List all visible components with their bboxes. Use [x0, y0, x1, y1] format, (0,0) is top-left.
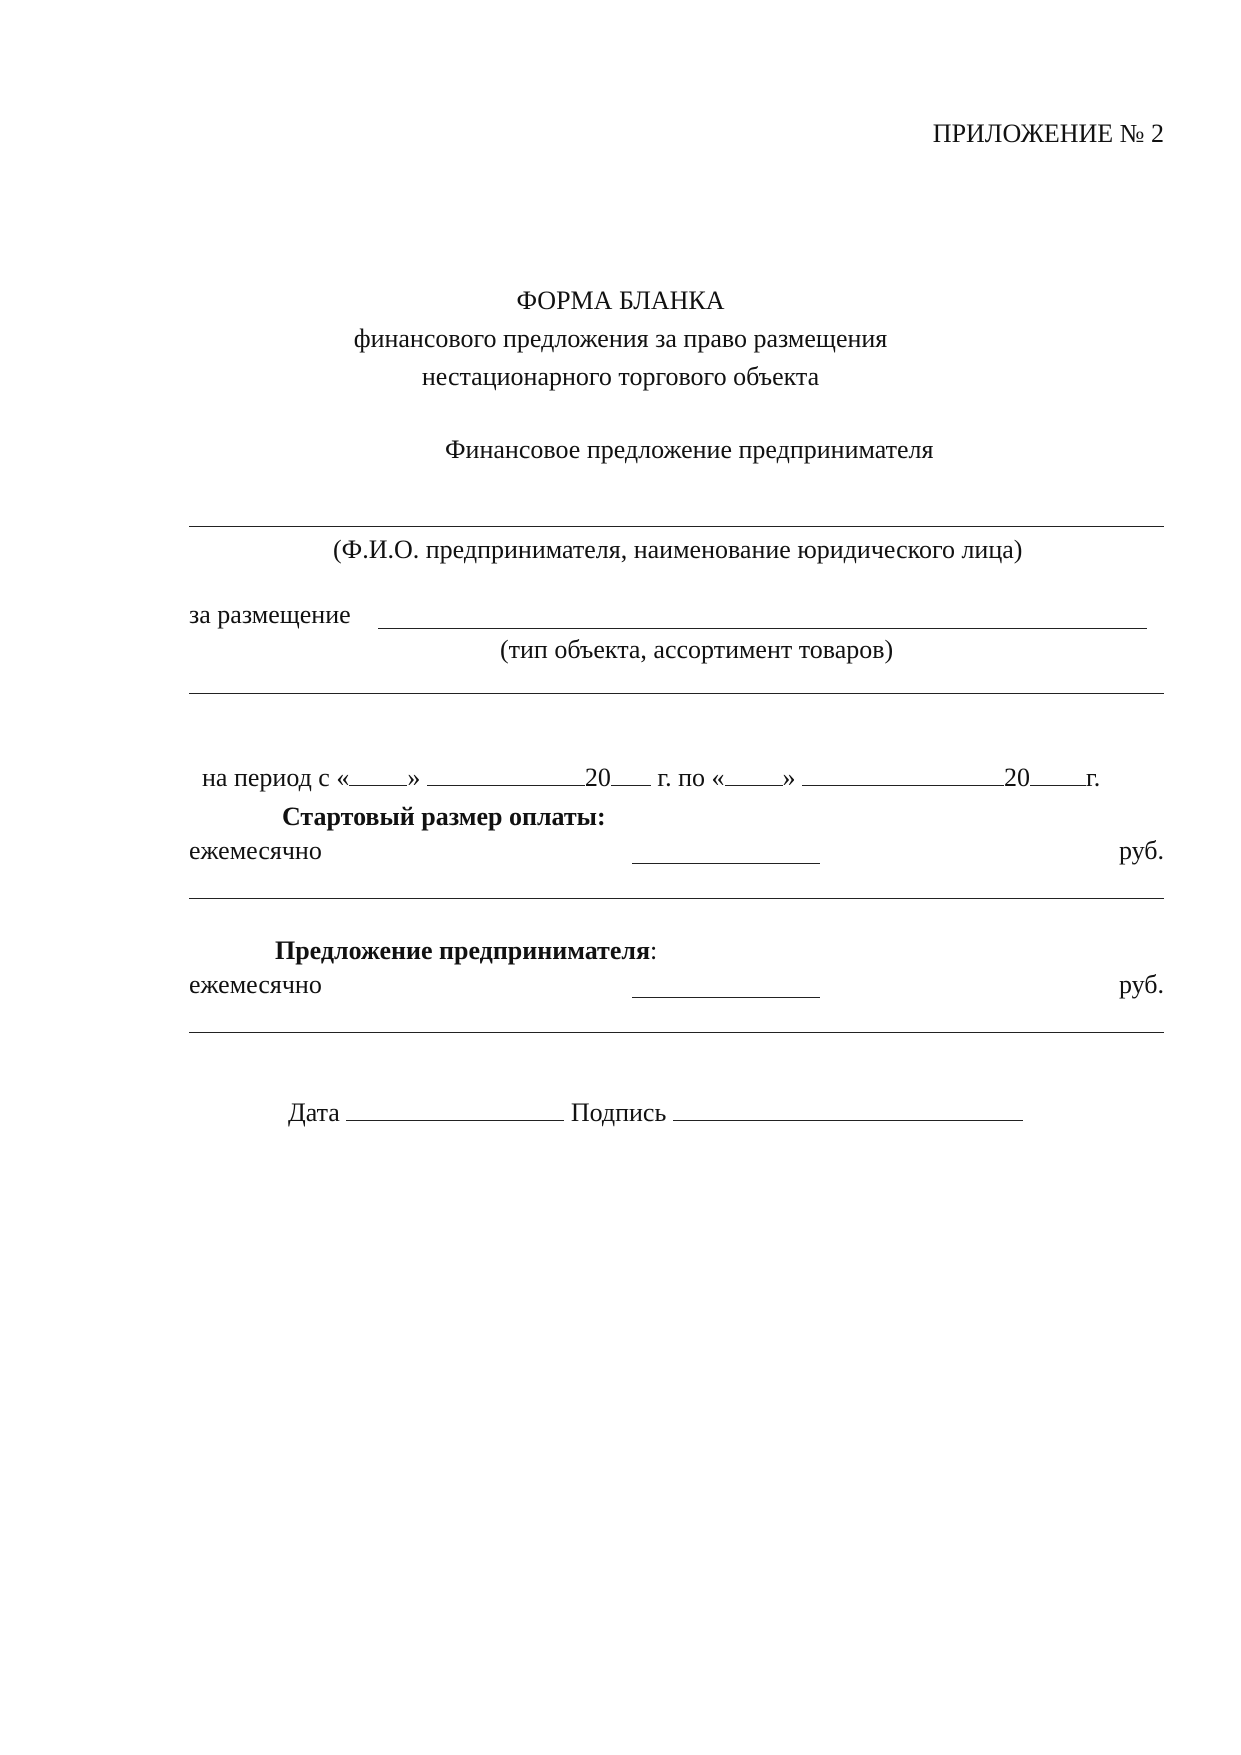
end-year-field[interactable] — [1030, 763, 1086, 786]
period-prefix: на период с « — [202, 763, 350, 792]
offer-amount-field[interactable] — [632, 997, 820, 998]
start-year-field[interactable] — [611, 763, 651, 786]
start-month-field[interactable] — [427, 763, 585, 786]
offer-label: Предложение предпринимателя: — [275, 936, 658, 965]
period-mid: г. по « — [657, 763, 725, 792]
end-year-prefix: 20 — [1004, 763, 1030, 792]
form-subtitle-line-2: нестационарного торгового объекта — [421, 362, 820, 391]
start-payment-amount-field[interactable] — [632, 863, 820, 864]
name-field-line[interactable] — [189, 526, 1164, 527]
period-row — [189, 737, 1100, 791]
offer-period: ежемесячно — [189, 970, 322, 999]
heading: Финансовое предложение предпринимателя — [445, 435, 934, 464]
signature-row — [275, 1072, 1023, 1126]
end-month-field[interactable] — [802, 763, 1004, 786]
period-close-quote-1: » — [407, 763, 421, 792]
date-field[interactable] — [346, 1098, 564, 1121]
placement-caption: (тип объекта, ассортимент товаров) — [500, 635, 894, 664]
name-field-caption: (Ф.И.О. предпринимателя, наименование юридического лица) — [333, 535, 1023, 564]
signature-label: Подпись — [570, 1098, 667, 1127]
start-payment-line[interactable] — [189, 898, 1164, 899]
placement-field-line[interactable] — [378, 628, 1147, 629]
start-payment-currency: руб. — [1118, 836, 1164, 865]
start-payment-period: ежемесячно — [189, 836, 322, 865]
offer-currency: руб. — [1118, 970, 1164, 999]
start-year-prefix: 20 — [584, 763, 611, 792]
date-label: Дата — [288, 1098, 340, 1127]
form-title: ФОРМА БЛАНКА — [516, 286, 725, 315]
signature-field[interactable] — [673, 1098, 1023, 1121]
period-suffix: г. — [1086, 763, 1101, 792]
start-payment-label: Стартовый размер оплаты: — [282, 802, 606, 831]
offer-line[interactable] — [189, 1032, 1164, 1033]
placement-extra-line[interactable] — [189, 693, 1164, 694]
start-day-field[interactable] — [349, 763, 407, 786]
appendix-number: ПРИЛОЖЕНИЕ № 2 — [932, 119, 1164, 148]
end-day-field[interactable] — [725, 763, 783, 786]
period-close-quote-2: » — [782, 763, 796, 792]
form-subtitle-line-1: финансового предложения за право размещения — [353, 324, 888, 353]
placement-label: за размещение — [189, 600, 351, 629]
